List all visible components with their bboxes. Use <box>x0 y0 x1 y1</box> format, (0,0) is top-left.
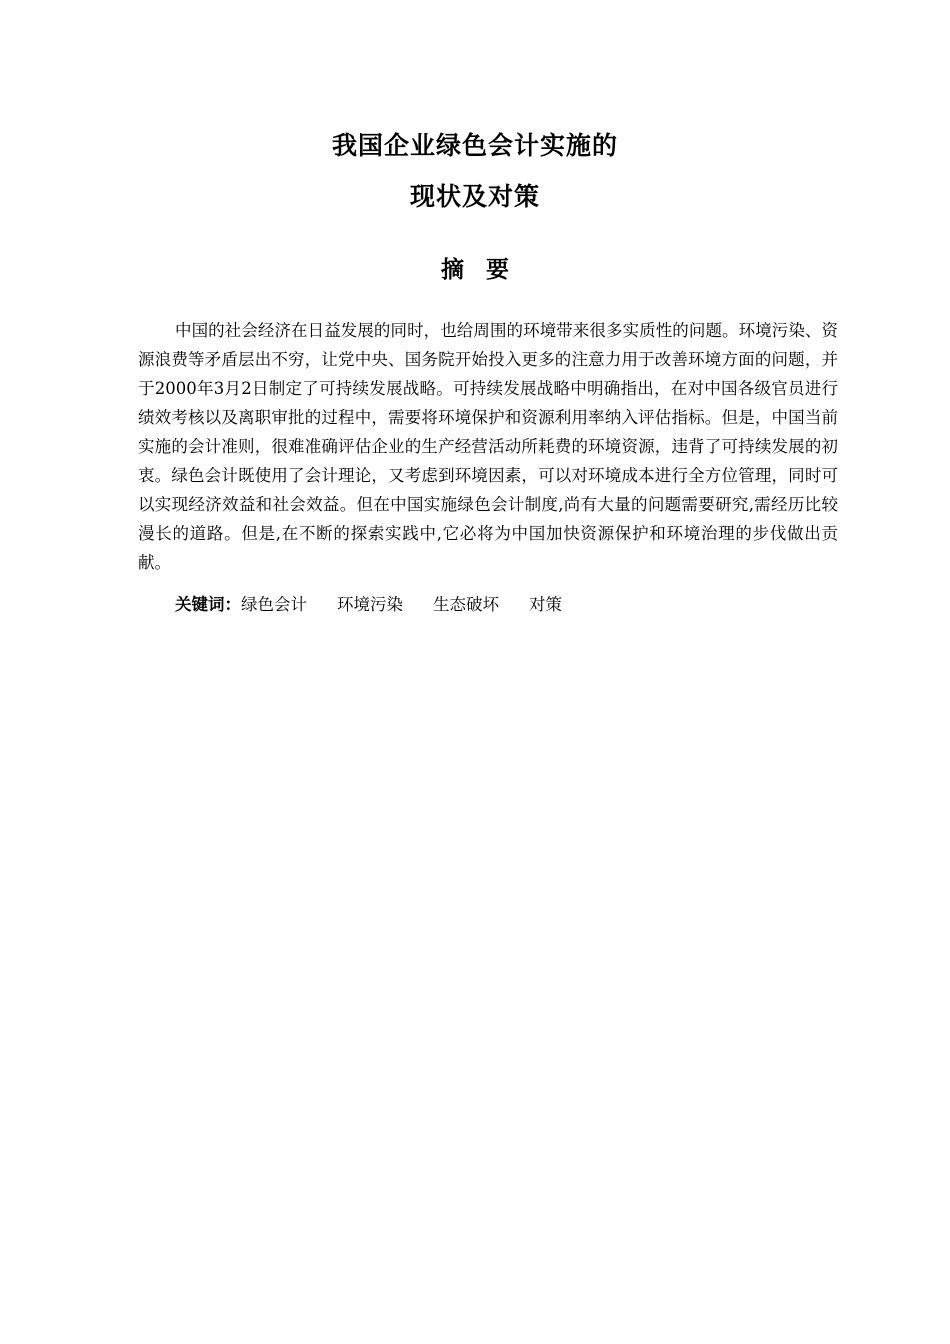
keyword-item: 生态破坏 <box>433 595 499 614</box>
paper-title-line-1: 我国企业绿色会计实施的 <box>331 131 618 160</box>
keywords-line <box>175 590 838 619</box>
keyword-item: 绿色会计 <box>241 595 307 614</box>
abstract-heading: 摘要 <box>441 257 531 283</box>
keywords-label: 关键词： <box>175 595 241 614</box>
keyword-item: 对策 <box>529 595 562 614</box>
abstract-body: 中国的社会经济在日益发展的同时，也给周围的环境带来很多实质性的问题。环境污染、资源浪费等矛盾层出不穷，让党中央、国务院开始投入更多的注意力用于改善环境方面的问题，并于2000年3月2日制定了可持续发展战略。可持续发展战略中明确指出，在对中国各级官员进行绩效考核以及离职审批的过程中，需要将环境保护和资源利用率纳入评估指标。但是，中国当前实施的会计准则，很难准确评估企业的生产经营活动所耗费的环境资源，违背了可持续发展的初衷。绿色会计既使用了会计理论，又考虑到环境因素，可以对环境成本进行全方位管理，同时可以实现经济效益和社会效益。但在中国实施绿色会计制度,尚有大量的问题需要研究,需经历比较漫长的道路。但是,在不断的探索实践中,它必将为中国加快资源保护和环境治理的步伐做出贡献。 <box>138 321 838 572</box>
paper-title-line-2: 现状及对策 <box>409 182 540 211</box>
keyword-item: 环境污染 <box>337 595 403 614</box>
